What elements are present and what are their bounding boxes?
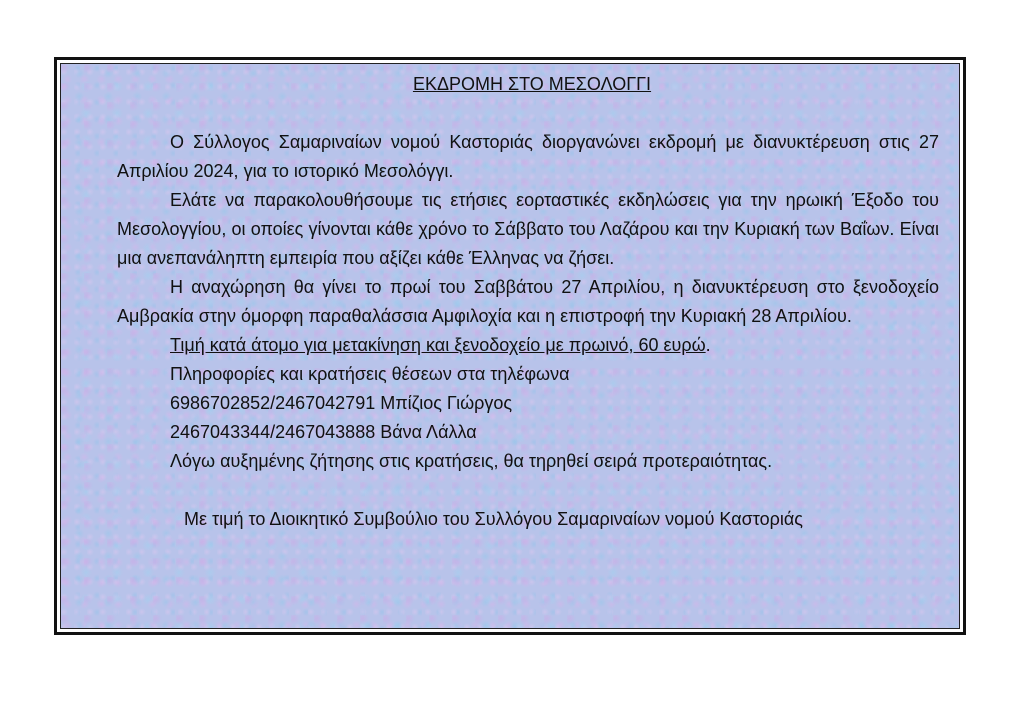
document-title: [117, 70, 939, 99]
price-text: Τιμή κατά άτομο για μετακίνηση και ξενοδοχείο με πρωινό, 60 ευρώ: [170, 335, 706, 355]
document-inner-frame: [60, 63, 960, 629]
trip-announcement-paragraph: Ο Σύλλογος Σαμαριναίων νομού Καστοριάς διοργανώνει εκδρομή με διανυκτέρευση στις 27 Απριλίου 2024, για το ιστορικό Μεσολόγγι.: [117, 132, 939, 181]
document-title-text: ΕΚΔΡΟΜΗ ΣΤΟ ΜΕΣΟΛΟΓΓΙ: [412, 74, 652, 94]
events-paragraph: Ελάτε να παρακολουθήσουμε τις ετήσιες εορταστικές εκδηλώσεις για την ηρωική Έξοδο του Μεσολογγίου, οι οποίες γίνονται κάθε χρόνο το Σάββατο του Λαζάρου και την Κυριακή των Βαΐων. Είναι μια ανεπανάληπτη εμπειρία που αξίζει κάθε Έλληνας να ζήσει.: [117, 190, 939, 268]
signature-line: Με τιμή το Διοικητικό Συμβούλιο του Συλλόγου Σαμαριναίων νομού Καστοριάς: [184, 509, 803, 529]
document-content: [117, 70, 939, 534]
itinerary-paragraph: Η αναχώρηση θα γίνει το πρωί του Σαββάτου 27 Απριλίου, η διανυκτέρευση στο ξενοδοχείο Αμβρακία στην όμορφη παραθαλάσσια Αμφιλοχία και η επιστροφή την Κυριακή 28 Απριλίου.: [117, 277, 939, 326]
document-outer-frame: [54, 57, 966, 635]
priority-line: Λόγω αυξημένης ζήτησης στις κρατήσεις, θα τηρηθεί σειρά προτεραιότητας.: [170, 451, 773, 471]
info-line: Πληροφορίες και κρατήσεις θέσεων στα τηλέφωνα: [170, 364, 570, 384]
price-line-period: .: [705, 335, 711, 355]
price-line: [117, 331, 939, 360]
contact-line-1: 6986702852/2467042791 Μπίζιος Γιώργος: [170, 393, 513, 413]
contact-line-2: 2467043344/2467043888 Βάνα Λάλλα: [170, 422, 477, 442]
